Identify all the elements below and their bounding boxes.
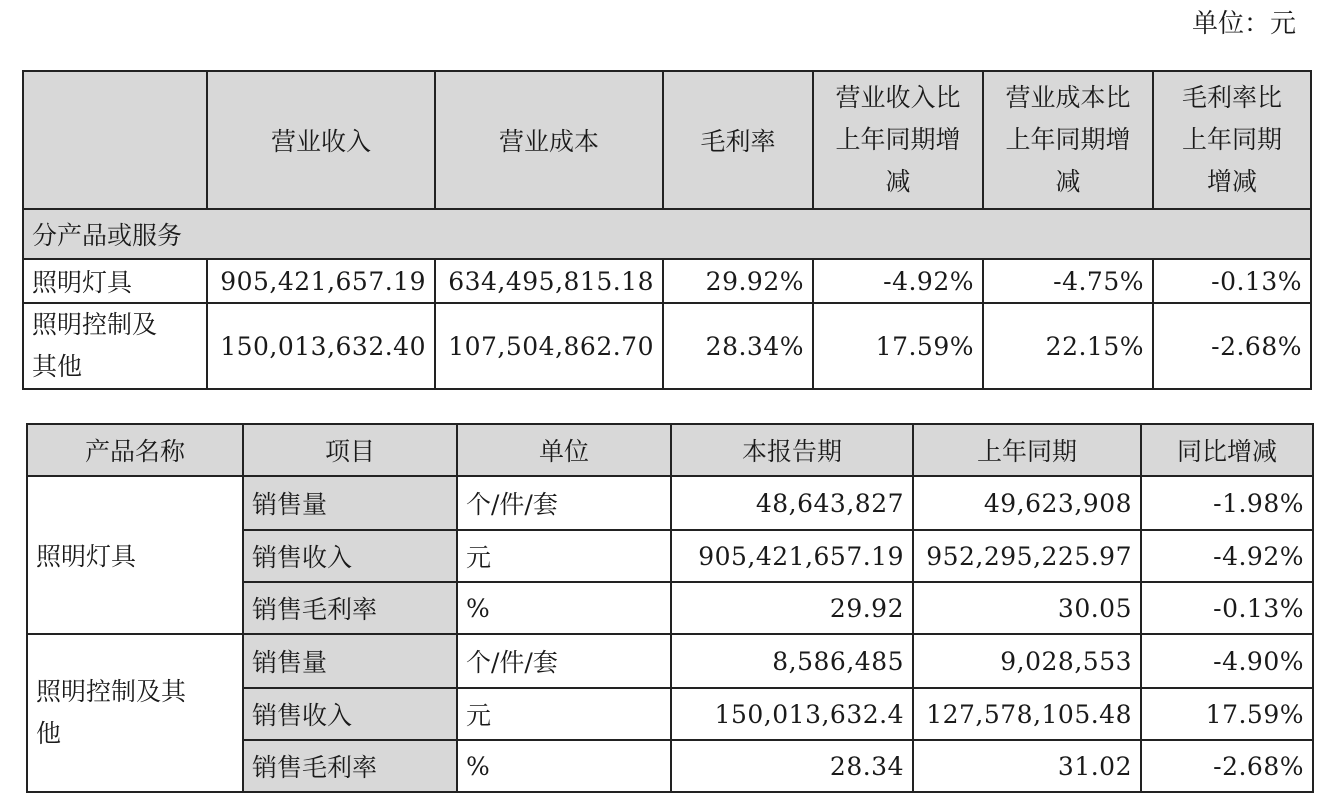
header-revenue: 营业收入 <box>207 71 435 209</box>
header-current-period: 本报告期 <box>671 424 913 476</box>
cell-cost: 634,495,815.18 <box>435 259 663 303</box>
cell-margin-change: -0.13% <box>1153 259 1311 303</box>
cell-item: 销售量 <box>243 476 457 530</box>
cell-current: 48,643,827 <box>671 476 913 530</box>
cell-unit: 个/件/套 <box>457 476 671 530</box>
cell-margin-change: -2.68% <box>1153 303 1311 389</box>
header-margin-change: 毛利率比 上年同期 增减 <box>1153 71 1311 209</box>
header-product-name: 产品名称 <box>27 424 243 476</box>
table2-header-row <box>27 424 1313 476</box>
sales-metrics-table <box>26 423 1314 793</box>
cell-previous: 127,578,105.48 <box>913 688 1141 740</box>
cell-cost: 107,504,862.70 <box>435 303 663 389</box>
unit-note: 单位：元 <box>1191 9 1296 39</box>
cell-item: 销售毛利率 <box>243 582 457 634</box>
cell-margin: 29.92% <box>663 259 813 303</box>
header-cost: 营业成本 <box>435 71 663 209</box>
cell-change: 17.59% <box>1141 688 1313 740</box>
table-row <box>23 259 1311 303</box>
cell-unit: % <box>457 740 671 792</box>
cell-previous: 30.05 <box>913 582 1141 634</box>
cell-change: -4.90% <box>1141 634 1313 688</box>
cell-item: 销售收入 <box>243 530 457 582</box>
header-gross-margin: 毛利率 <box>663 71 813 209</box>
cell-cost-change: 22.15% <box>983 303 1153 389</box>
row-product-name: 照明灯具 <box>23 259 207 303</box>
cell-current: 8,586,485 <box>671 634 913 688</box>
cell-revenue: 905,421,657.19 <box>207 259 435 303</box>
cell-unit: 个/件/套 <box>457 634 671 688</box>
table1-header-row <box>23 71 1311 209</box>
table-row <box>27 634 1313 688</box>
product-group-name: 照明控制及其 他 <box>27 634 243 792</box>
cell-unit: 元 <box>457 530 671 582</box>
cell-change: -1.98% <box>1141 476 1313 530</box>
cell-revenue: 150,013,632.40 <box>207 303 435 389</box>
product-group-name: 照明灯具 <box>27 476 243 634</box>
cell-previous: 31.02 <box>913 740 1141 792</box>
header-item: 项目 <box>243 424 457 476</box>
cell-item: 销售收入 <box>243 688 457 740</box>
table1-header-blank <box>23 71 207 209</box>
header-unit: 单位 <box>457 424 671 476</box>
cell-change: -2.68% <box>1141 740 1313 792</box>
cell-current: 150,013,632.4 <box>671 688 913 740</box>
cell-unit: % <box>457 582 671 634</box>
cell-previous: 952,295,225.97 <box>913 530 1141 582</box>
table-row <box>27 476 1313 530</box>
cell-previous: 49,623,908 <box>913 476 1141 530</box>
header-yoy-change: 同比增减 <box>1141 424 1313 476</box>
cell-current: 905,421,657.19 <box>671 530 913 582</box>
product-revenue-table <box>22 70 1312 390</box>
header-revenue-change: 营业收入比 上年同期增 减 <box>813 71 983 209</box>
cell-cost-change: -4.75% <box>983 259 1153 303</box>
header-cost-change: 营业成本比 上年同期增 减 <box>983 71 1153 209</box>
cell-margin: 28.34% <box>663 303 813 389</box>
cell-change: -0.13% <box>1141 582 1313 634</box>
table-row <box>23 303 1311 389</box>
section-label: 分产品或服务 <box>23 209 1311 259</box>
cell-current: 28.34 <box>671 740 913 792</box>
cell-revenue-change: 17.59% <box>813 303 983 389</box>
row-product-name: 照明控制及 其他 <box>23 303 207 389</box>
cell-unit: 元 <box>457 688 671 740</box>
cell-revenue-change: -4.92% <box>813 259 983 303</box>
cell-item: 销售量 <box>243 634 457 688</box>
cell-item: 销售毛利率 <box>243 740 457 792</box>
header-previous-period: 上年同期 <box>913 424 1141 476</box>
cell-change: -4.92% <box>1141 530 1313 582</box>
cell-previous: 9,028,553 <box>913 634 1141 688</box>
cell-current: 29.92 <box>671 582 913 634</box>
section-row <box>23 209 1311 259</box>
